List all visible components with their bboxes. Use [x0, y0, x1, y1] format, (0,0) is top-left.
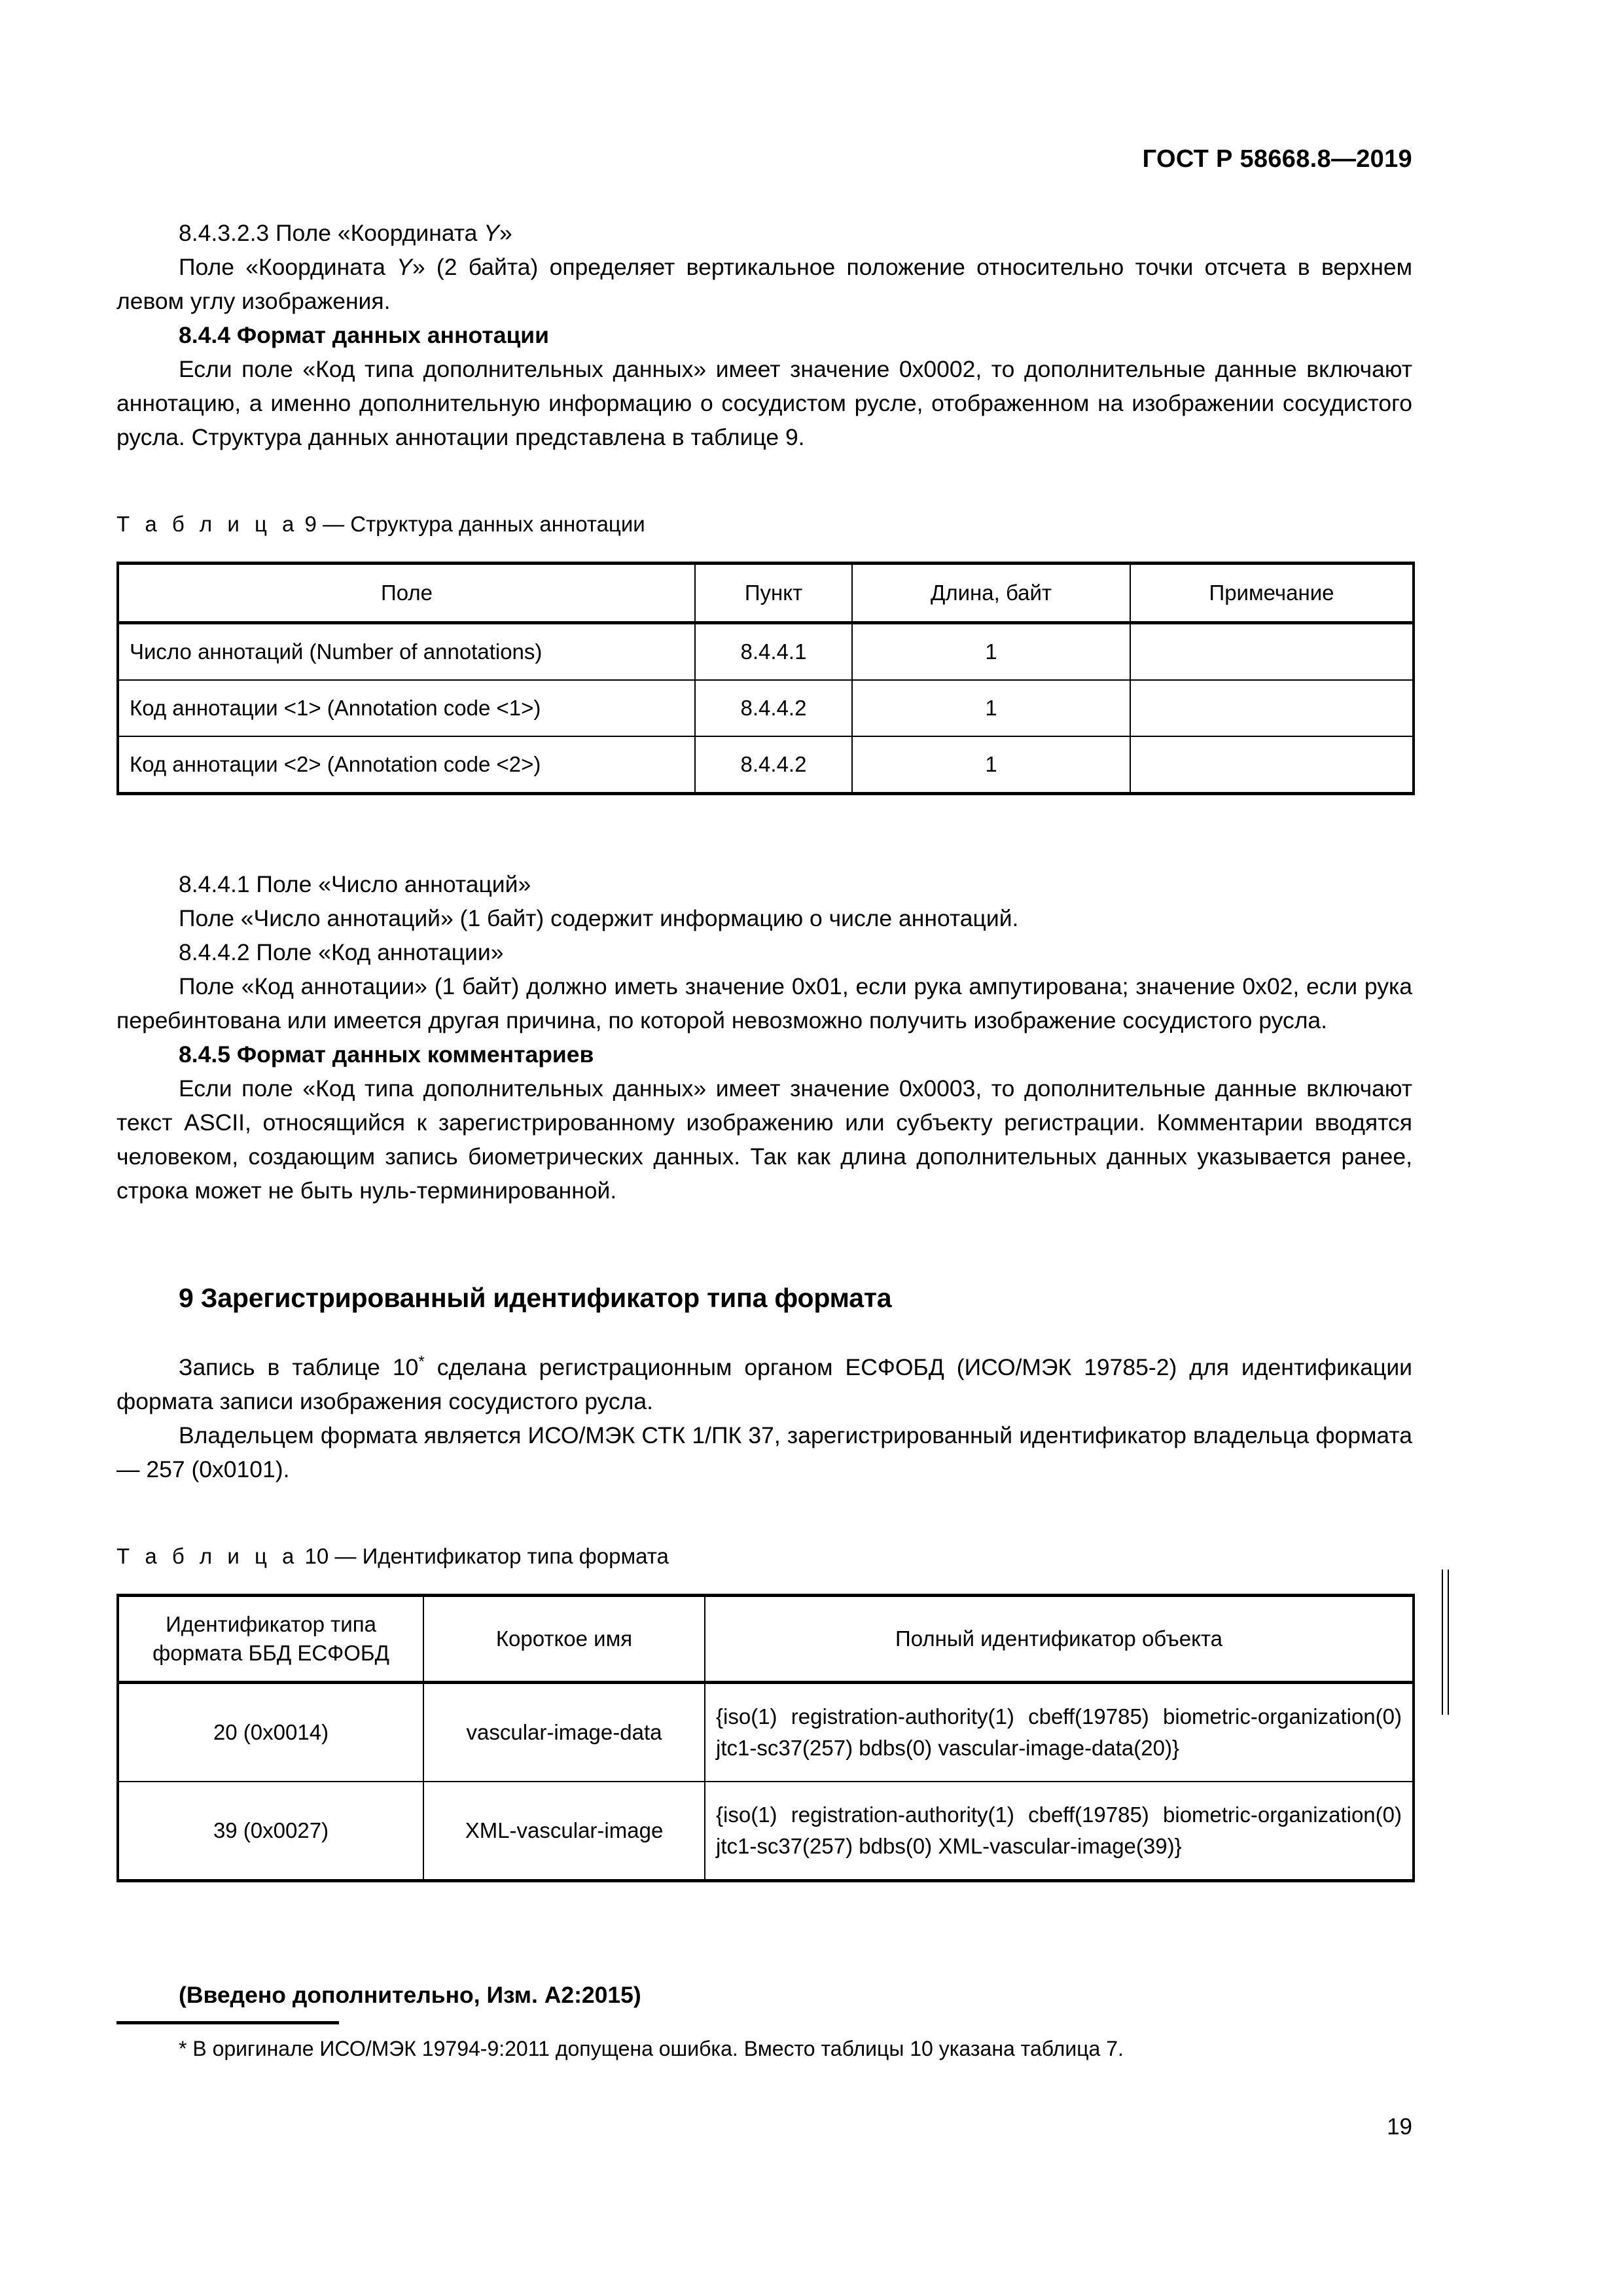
table10-caption-rest: 10 — Идентификатор типа формата — [304, 1544, 669, 1568]
clause-8-4-3-2-3-text: Поле «Координата Y» (2 байта) определяет вертикальное положение относительно точки отсчета в верхнем левом углу изображения. — [116, 254, 1412, 314]
table9-cell-clause: 8.4.4.1 — [695, 623, 852, 681]
document-header-standard-id: ГОСТ Р 58668.8—2019 — [1142, 145, 1412, 173]
section-9-para-1-after: сделана регистрационным органом ЕСФОБД (ИСО/МЭК 19785-2) для идентификации формата записи изображения сосудистого русла. — [116, 1354, 1412, 1414]
table10-col-header-format-id — [118, 1596, 423, 1683]
table10-col-header-format-id-line1: Идентификатор типа — [166, 1612, 376, 1636]
section-9-para-1-before: Запись в таблице 10 — [179, 1354, 419, 1380]
clause-8-4-5-text: Если поле «Код типа дополнительных данных» имеет значение 0x0003, то дополнительные данные включают текст ASCII, относящийся к зарегистрированному изображению или субъекту регистрации. Комментарии вводятся человеком, создающим запись биометрических данных. Так как длина дополнительных данных указывается ранее, строка может не быть нуль-терминированной. — [116, 1075, 1412, 1204]
spacer — [116, 539, 1412, 562]
table-format-type-identifier — [116, 1594, 1415, 1882]
footnote-area — [116, 2021, 1412, 2064]
table10-col-header-oid: Полный идентификатор объекта — [705, 1596, 1414, 1683]
table10-header-row — [118, 1596, 1414, 1683]
table9-cell-field: Код аннотации <1> (Annotation code <1>) — [118, 680, 695, 736]
page-content — [116, 216, 1412, 2035]
table9-cell-length: 1 — [852, 736, 1130, 794]
table10-cell-short-name: vascular-image-data — [423, 1683, 705, 1782]
table9-cell-field: Код аннотации <2> (Annotation code <2>) — [118, 736, 695, 794]
footnote-reference-marker: * — [418, 1353, 425, 1371]
table9-cell-length: 1 — [852, 680, 1130, 736]
table9-cell-clause: 8.4.4.2 — [695, 736, 852, 794]
spacer — [116, 1208, 1412, 1280]
spacer — [116, 1571, 1412, 1594]
table9-cell-field: Число аннотаций (Number of annotations) — [118, 623, 695, 681]
table10-caption — [116, 1541, 1412, 1571]
table10-col-header-format-id-line2: формата ББД ЕСФОБД — [152, 1641, 389, 1665]
spacer — [116, 795, 1412, 867]
table9-cell-clause: 8.4.4.2 — [695, 680, 852, 736]
section-9-title: 9 Зарегистрированный идентификатор типа формата — [179, 1283, 892, 1313]
table9-col-header-field: Поле — [118, 564, 695, 623]
clause-8-4-3-2-3-heading: 8.4.3.2.3 Поле «Координата Y» — [179, 220, 512, 246]
footnote-separator-rule — [116, 2021, 339, 2024]
table9-caption — [116, 509, 1412, 539]
change-bar-line-right — [1448, 1570, 1449, 1715]
clause-8-4-4-1-heading: 8.4.4.1 Поле «Число аннотаций» — [179, 871, 531, 897]
table9-header-row — [118, 564, 1414, 623]
table-row — [118, 736, 1414, 794]
clause-8-4-4-heading: 8.4.4 Формат данных аннотации — [179, 322, 549, 348]
table9-col-header-note: Примечание — [1130, 564, 1414, 623]
clause-8-4-5-heading: 8.4.5 Формат данных комментариев — [179, 1041, 594, 1067]
table-row — [118, 1683, 1414, 1782]
revision-change-bar — [1442, 1570, 1448, 1715]
footnote-text: * В оригинале ИСО/МЭК 19794-9:2011 допущена ошибка. Вместо таблицы 10 указана таблица 7. — [179, 2037, 1124, 2060]
table10-col-header-short-name: Короткое имя — [423, 1596, 705, 1683]
table9-col-header-clause: Пункт — [695, 564, 852, 623]
table10-cell-oid: {iso(1) registration-authority(1) cbeff(19785) biometric-organization(0) jtc1-sc37(257) bdbs(0) XML-vascular-image(39)} — [705, 1782, 1414, 1881]
table-row — [118, 623, 1414, 681]
table10-cell-oid: {iso(1) registration-authority(1) cbeff(19785) biometric-organization(0) jtc1-sc37(257) bdbs(0) vascular-image-data(20)} — [705, 1683, 1414, 1782]
clause-8-4-4-text: Если поле «Код типа дополнительных данных» имеет значение 0x0002, то дополнительные данные включают аннотацию, а именно дополнительную информацию о сосудистом русле, отображенном на изображении сосудистого русла. Структура данных аннотации представлена в таблице 9. — [116, 356, 1412, 450]
table10-caption-label: Т а б л и ц а — [116, 1544, 299, 1568]
spacer — [116, 454, 1412, 509]
table9-cell-length: 1 — [852, 623, 1130, 681]
table-row — [118, 1782, 1414, 1881]
table9-caption-rest: 9 — Структура данных аннотации — [304, 512, 645, 536]
page-number: 19 — [1387, 2114, 1412, 2140]
clause-8-4-4-2-heading: 8.4.4.2 Поле «Код аннотации» — [179, 939, 504, 965]
clause-8-4-4-2-text: Поле «Код аннотации» (1 байт) должно иметь значение 0x01, если рука ампутирована; значение 0x02, если рука перебинтована или имеется другая причина, по которой невозможно получить изображение сосудистого русла. — [116, 973, 1412, 1033]
amendment-note: (Введено дополнительно, Изм. A2:2015) — [179, 1981, 641, 2008]
table9-col-header-length: Длина, байт — [852, 564, 1130, 623]
spacer — [116, 1316, 1412, 1350]
change-bar-line-left — [1442, 1570, 1443, 1715]
table10-cell-format-id: 20 (0x0014) — [118, 1683, 423, 1782]
spacer — [116, 1882, 1412, 1954]
table10-cell-short-name: XML-vascular-image — [423, 1782, 705, 1881]
section-9-paragraph-1 — [116, 1350, 1412, 1418]
table9-caption-label: Т а б л и ц а — [116, 512, 299, 536]
table-annotation-structure — [116, 562, 1415, 795]
spacer — [116, 1486, 1412, 1541]
clause-8-4-4-1-text: Поле «Число аннотаций» (1 байт) содержит информацию о числе аннотаций. — [179, 905, 1019, 931]
table-row — [118, 680, 1414, 736]
section-9-paragraph-2: Владельцем формата является ИСО/МЭК СТК 1/ПК 37, зарегистрированный идентификатор владельца формата — 257 (0x0101). — [116, 1422, 1412, 1482]
table9-cell-note — [1130, 680, 1414, 736]
table9-cell-note — [1130, 623, 1414, 681]
table9-cell-note — [1130, 736, 1414, 794]
table10-cell-format-id: 39 (0x0027) — [118, 1782, 423, 1881]
